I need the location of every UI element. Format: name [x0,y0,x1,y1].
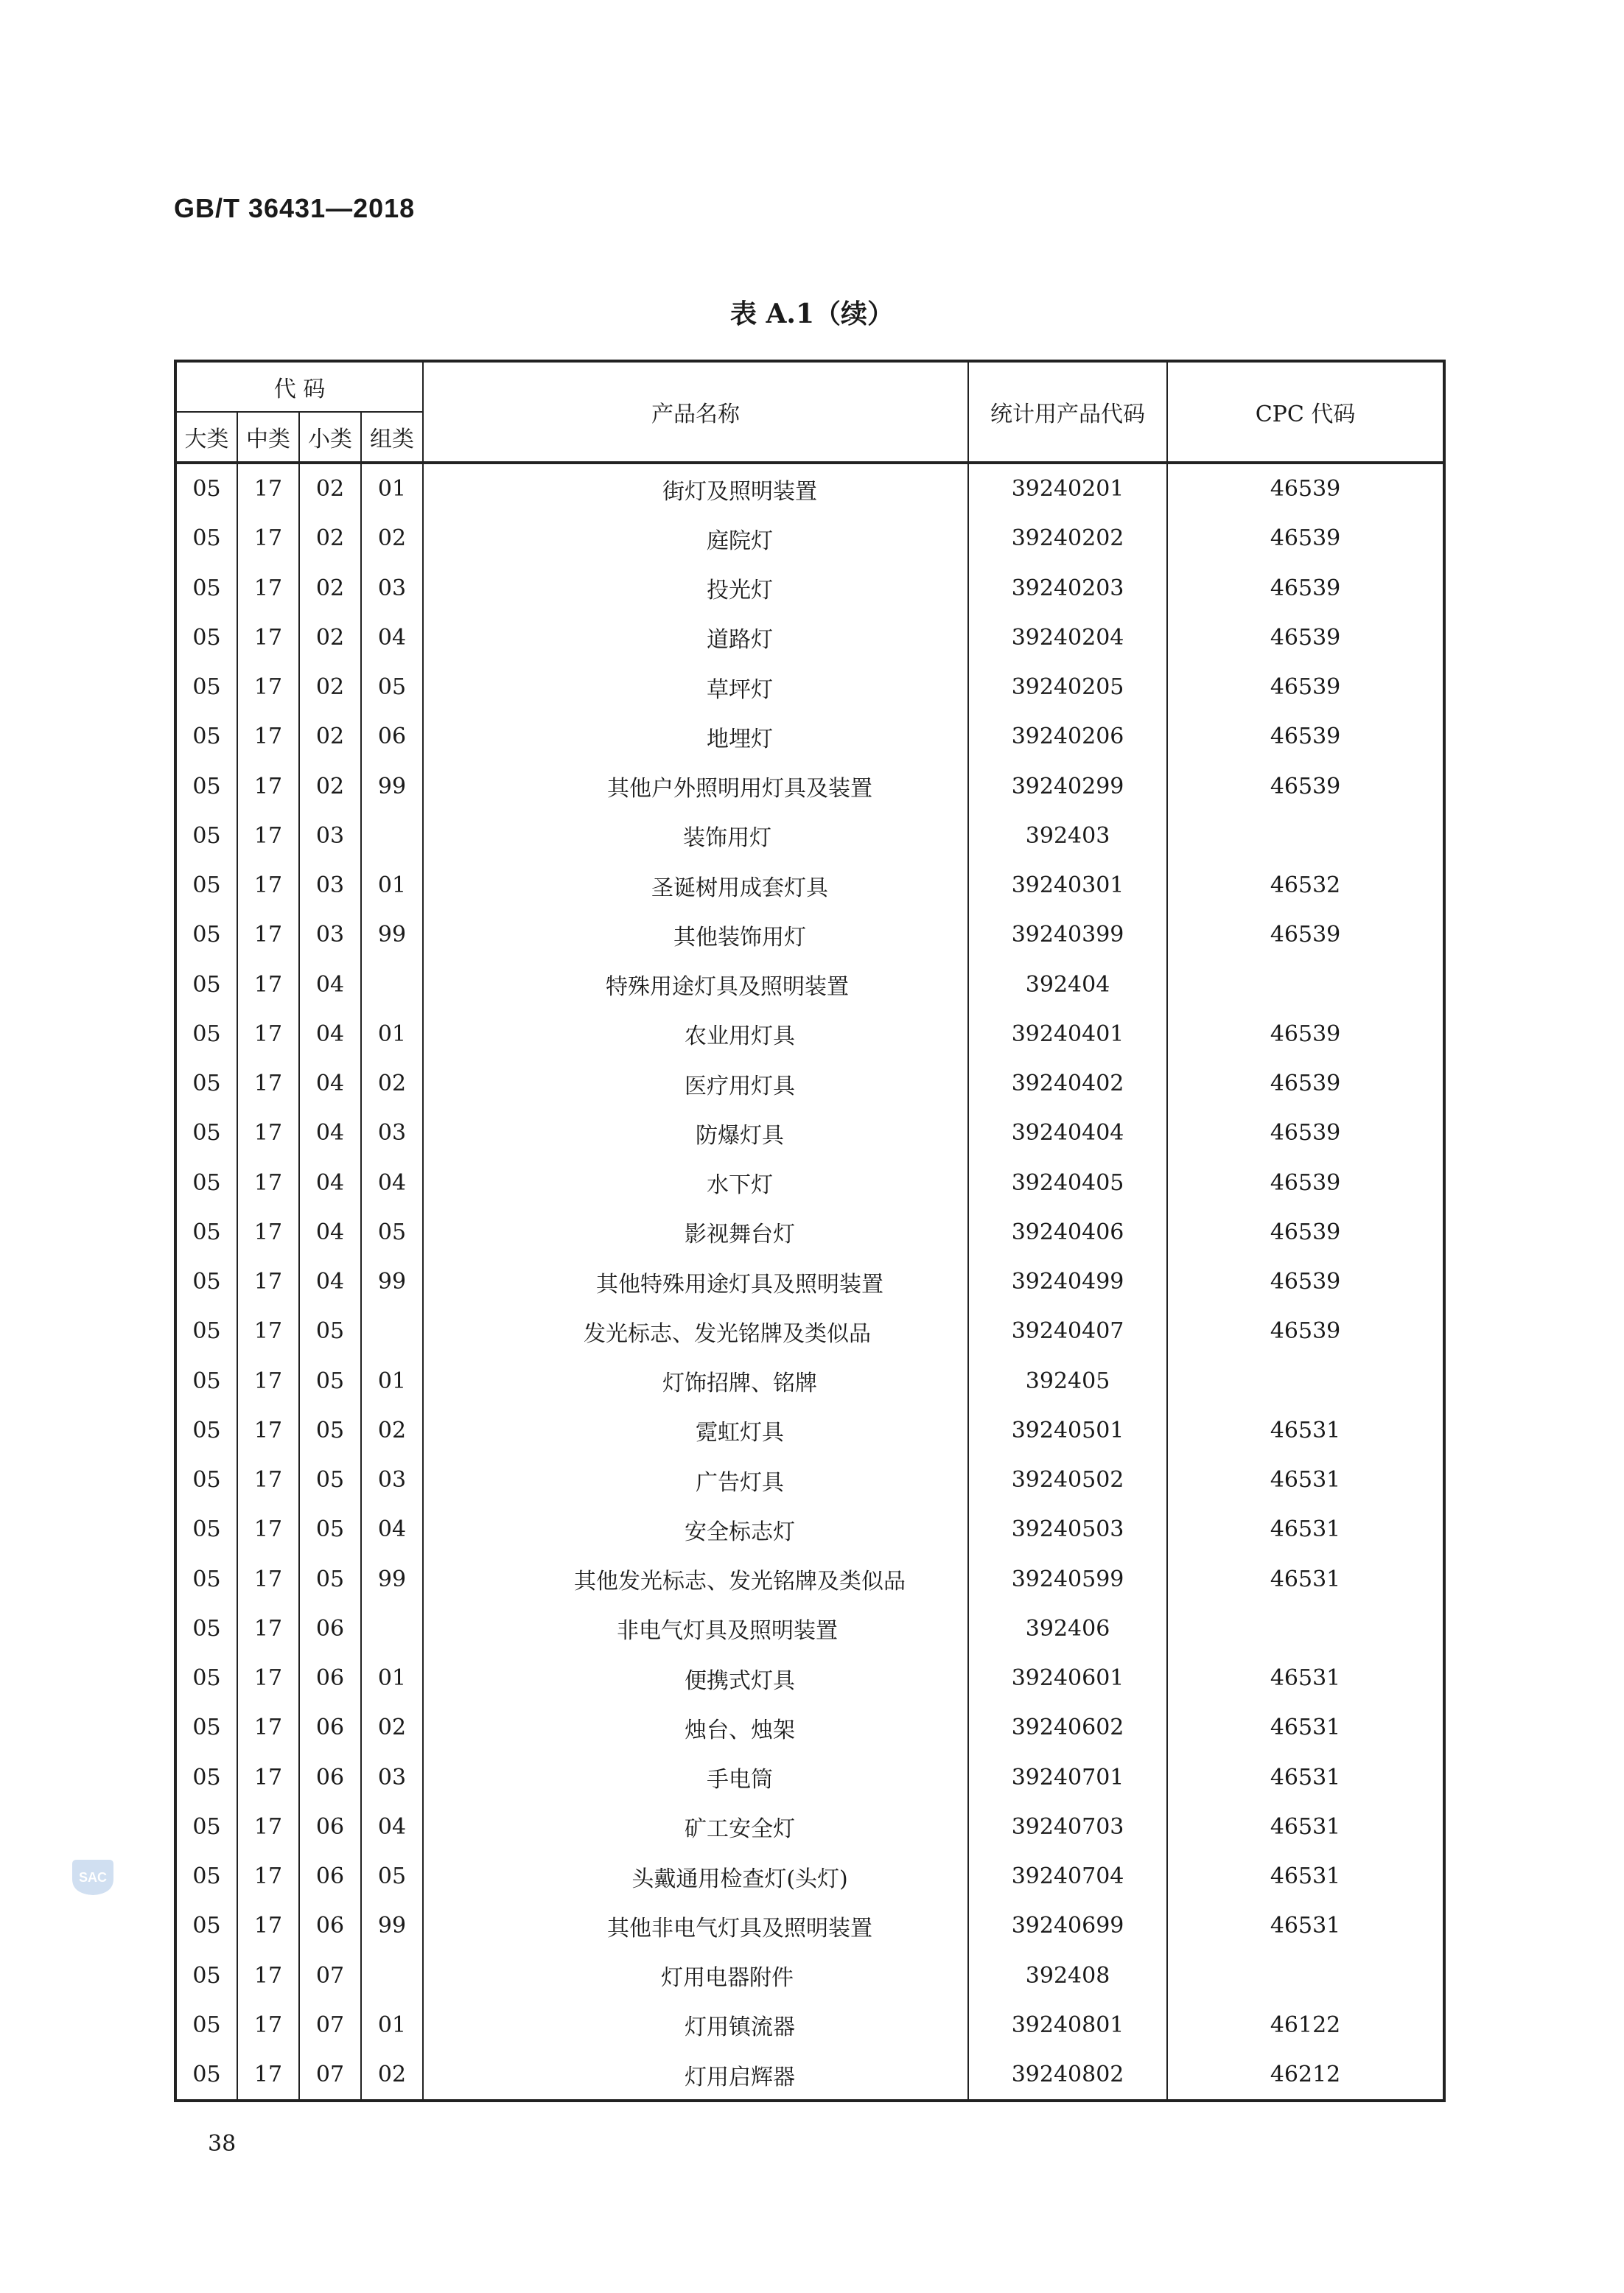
cell-product-name: 灯用电器附件 [423,1951,968,2000]
cell-zu: 01 [361,861,423,910]
cell-zu: 02 [361,1703,423,1752]
cell-cpc-code: 46212 [1167,2050,1444,2101]
cell-zu: 02 [361,514,423,563]
cell-zhong: 17 [237,1604,299,1653]
cell-product-name: 广告灯具 [423,1455,968,1505]
cell-zu: 02 [361,1059,423,1108]
cell-xiao: 04 [299,960,361,1009]
cell-da: 05 [175,1257,237,1306]
cell-cpc-code: 46539 [1167,1306,1444,1356]
table-row [175,1158,1444,1208]
cell-zhong: 17 [237,1951,299,2000]
cell-product-name: 庭院灯 [423,514,968,563]
cell-da: 05 [175,1208,237,1257]
cell-da: 05 [175,564,237,613]
cell-zhong: 17 [237,1059,299,1108]
cell-product-name: 圣诞树用成套灯具 [423,861,968,910]
cell-cpc-code: 46531 [1167,1455,1444,1505]
header-product-name: 产品名称 [423,361,968,463]
cell-xiao: 06 [299,1753,361,1802]
cell-cpc-code [1167,1604,1444,1653]
cell-cpc-code: 46531 [1167,1802,1444,1852]
table-title: 表 A.1（续） [729,298,895,329]
cell-zhong: 17 [237,1406,299,1455]
cell-cpc-code: 46122 [1167,2000,1444,2050]
cell-zhong: 17 [237,712,299,761]
cell-stat-code: 39240601 [968,1653,1167,1703]
cell-stat-code: 39240503 [968,1505,1167,1554]
cell-product-name: 道路灯 [423,613,968,662]
cell-cpc-code: 46531 [1167,1901,1444,1950]
cell-xiao: 04 [299,1158,361,1208]
cell-zhong: 17 [237,2000,299,2050]
cell-stat-code: 39240299 [968,762,1167,811]
cell-da: 05 [175,712,237,761]
cell-xiao: 04 [299,1009,361,1059]
cell-product-name: 地埋灯 [423,712,968,761]
cell-xiao: 06 [299,1852,361,1901]
cell-xiao: 06 [299,1802,361,1852]
table-row [175,1455,1444,1505]
cell-zu: 03 [361,1108,423,1158]
cell-cpc-code: 46531 [1167,1406,1444,1455]
cell-xiao: 02 [299,463,361,514]
cell-product-name: 手电筒 [423,1753,968,1802]
table-row [175,1406,1444,1455]
table-row [175,1555,1444,1604]
table-row [175,2050,1444,2101]
cell-stat-code: 39240399 [968,910,1167,959]
cell-product-name: 投光灯 [423,564,968,613]
table-row [175,1802,1444,1852]
cell-zhong: 17 [237,1208,299,1257]
cell-xiao: 04 [299,1108,361,1158]
cell-zu: 99 [361,910,423,959]
table-row [175,1505,1444,1554]
cell-product-name: 安全标志灯 [423,1505,968,1554]
cell-xiao: 07 [299,2050,361,2101]
table-row [175,1901,1444,1950]
cell-zu: 99 [361,1257,423,1306]
cell-da: 05 [175,1158,237,1208]
cell-stat-code: 39240406 [968,1208,1167,1257]
cell-xiao: 07 [299,2000,361,2050]
cell-zu: 05 [361,662,423,712]
cell-stat-code: 39240802 [968,2050,1167,2101]
cell-stat-code: 39240703 [968,1802,1167,1852]
table-row [175,1257,1444,1306]
cell-cpc-code [1167,1356,1444,1406]
cell-da: 05 [175,861,237,910]
cell-xiao: 02 [299,712,361,761]
cell-zhong: 17 [237,1852,299,1901]
cell-zhong: 17 [237,1306,299,1356]
cell-zhong: 17 [237,1108,299,1158]
cell-zhong: 17 [237,1009,299,1059]
cell-stat-code: 392408 [968,1951,1167,2000]
cell-xiao: 07 [299,1951,361,2000]
cell-da: 05 [175,1802,237,1852]
cell-stat-code: 39240204 [968,613,1167,662]
header-xiao: 小类 [299,412,361,463]
cell-zu: 99 [361,1555,423,1604]
cell-zu: 03 [361,1455,423,1505]
cell-stat-code: 392403 [968,811,1167,861]
cell-cpc-code: 46531 [1167,1852,1444,1901]
cell-zhong: 17 [237,613,299,662]
cell-cpc-code [1167,1951,1444,2000]
cell-cpc-code: 46531 [1167,1505,1444,1554]
cell-cpc-code: 46539 [1167,1059,1444,1108]
cell-zu: 01 [361,463,423,514]
cell-stat-code: 39240704 [968,1852,1167,1901]
cell-cpc-code: 46539 [1167,1009,1444,1059]
cell-stat-code: 39240203 [968,564,1167,613]
cell-cpc-code [1167,960,1444,1009]
cell-cpc-code: 46539 [1167,613,1444,662]
cell-xiao: 02 [299,662,361,712]
cell-zu [361,960,423,1009]
cell-stat-code: 39240407 [968,1306,1167,1356]
cell-zhong: 17 [237,1555,299,1604]
cell-zu: 05 [361,1208,423,1257]
cell-da: 05 [175,1703,237,1752]
table-row [175,514,1444,563]
cell-da: 05 [175,1505,237,1554]
cell-zu [361,1604,423,1653]
cell-stat-code: 39240499 [968,1257,1167,1306]
table-row [175,1703,1444,1752]
cell-xiao: 05 [299,1406,361,1455]
cell-zu: 04 [361,1505,423,1554]
table-row [175,1108,1444,1158]
cell-zhong: 17 [237,514,299,563]
cell-da: 05 [175,960,237,1009]
cell-zu: 04 [361,1158,423,1208]
cell-cpc-code: 46539 [1167,463,1444,514]
cell-xiao: 06 [299,1653,361,1703]
cell-zhong: 17 [237,1356,299,1406]
cell-product-name: 灯用启辉器 [423,2050,968,2101]
table-row [175,564,1444,613]
cell-zu: 02 [361,1406,423,1455]
cell-product-name: 霓虹灯具 [423,1406,968,1455]
cell-da: 05 [175,1604,237,1653]
table-row [175,1306,1444,1356]
table-row [175,1852,1444,1901]
cell-product-name: 非电气灯具及照明装置 [423,1604,968,1653]
cell-cpc-code: 46539 [1167,910,1444,959]
cell-zhong: 17 [237,1703,299,1752]
cell-xiao: 05 [299,1505,361,1554]
cell-zhong: 17 [237,1505,299,1554]
cell-da: 05 [175,910,237,959]
cell-stat-code: 39240501 [968,1406,1167,1455]
cell-zhong: 17 [237,910,299,959]
cell-cpc-code: 46539 [1167,1108,1444,1158]
cell-product-name: 水下灯 [423,1158,968,1208]
cell-da: 05 [175,1901,237,1950]
cell-stat-code: 39240701 [968,1753,1167,1802]
standard-code: GB/T 36431—2018 [174,193,416,223]
cell-zu: 02 [361,2050,423,2101]
cell-xiao: 03 [299,861,361,910]
cell-stat-code: 392404 [968,960,1167,1009]
cell-xiao: 03 [299,811,361,861]
cell-zu [361,1306,423,1356]
cell-da: 05 [175,1306,237,1356]
cell-zhong: 17 [237,1158,299,1208]
cell-zhong: 17 [237,1455,299,1505]
cell-zu: 01 [361,1653,423,1703]
cell-stat-code: 39240801 [968,2000,1167,2050]
cell-da: 05 [175,1852,237,1901]
cell-zu: 01 [361,2000,423,2050]
cell-da: 05 [175,514,237,563]
cell-product-name: 便携式灯具 [423,1653,968,1703]
cell-cpc-code: 46539 [1167,712,1444,761]
cell-da: 05 [175,463,237,514]
cell-da: 05 [175,1753,237,1802]
cell-zu: 01 [361,1009,423,1059]
cell-da: 05 [175,811,237,861]
cell-zu [361,811,423,861]
cell-zhong: 17 [237,861,299,910]
cell-zhong: 17 [237,1257,299,1306]
cell-product-name: 其他特殊用途灯具及照明装置 [423,1257,968,1306]
cell-da: 05 [175,1108,237,1158]
cell-zhong: 17 [237,811,299,861]
cell-da: 05 [175,1951,237,2000]
cell-zhong: 17 [237,1802,299,1852]
cell-product-name: 灯用镇流器 [423,2000,968,2050]
cell-zhong: 17 [237,463,299,514]
cell-zu: 03 [361,564,423,613]
cell-da: 05 [175,2050,237,2101]
header-stat-code: 统计用产品代码 [968,361,1167,463]
cell-product-name: 其他非电气灯具及照明装置 [423,1901,968,1950]
cell-stat-code: 39240402 [968,1059,1167,1108]
table-row [175,910,1444,959]
cell-xiao: 02 [299,564,361,613]
table-row [175,960,1444,1009]
cell-stat-code: 39240699 [968,1901,1167,1950]
cell-cpc-code [1167,811,1444,861]
table-row [175,712,1444,761]
cell-da: 05 [175,1059,237,1108]
cell-zu: 99 [361,1901,423,1950]
cell-stat-code: 39240206 [968,712,1167,761]
cell-stat-code: 39240502 [968,1455,1167,1505]
cell-xiao: 05 [299,1555,361,1604]
cell-zu: 04 [361,613,423,662]
cell-zhong: 17 [237,564,299,613]
cell-da: 05 [175,662,237,712]
table-row [175,613,1444,662]
cell-zu [361,1951,423,2000]
cell-cpc-code: 46539 [1167,1257,1444,1306]
cell-xiao: 05 [299,1356,361,1406]
cell-stat-code: 392405 [968,1356,1167,1406]
cell-product-name: 烛台、烛架 [423,1703,968,1752]
table-row [175,811,1444,861]
cell-da: 05 [175,1653,237,1703]
cell-zhong: 17 [237,2050,299,2101]
table-row [175,1009,1444,1059]
table-body [175,463,1444,2101]
cell-product-name: 农业用灯具 [423,1009,968,1059]
cell-zu: 05 [361,1852,423,1901]
cell-product-name: 其他户外照明用灯具及装置 [423,762,968,811]
cell-xiao: 06 [299,1703,361,1752]
cell-da: 05 [175,1455,237,1505]
cell-stat-code: 39240201 [968,463,1167,514]
table-row [175,662,1444,712]
cell-xiao: 02 [299,613,361,662]
header-zhong: 中类 [237,412,299,463]
cell-product-name: 矿工安全灯 [423,1802,968,1852]
cell-stat-code: 39240602 [968,1703,1167,1752]
cell-zhong: 17 [237,1753,299,1802]
cell-product-name: 影视舞台灯 [423,1208,968,1257]
cell-da: 05 [175,2000,237,2050]
cell-zhong: 17 [237,662,299,712]
cell-xiao: 04 [299,1257,361,1306]
table-row [175,1753,1444,1802]
cell-product-name: 其他装饰用灯 [423,910,968,959]
table-row [175,1356,1444,1406]
cell-xiao: 02 [299,762,361,811]
header-code-group: 代 码 [175,361,423,412]
cell-xiao: 05 [299,1306,361,1356]
cell-product-name: 防爆灯具 [423,1108,968,1158]
cell-da: 05 [175,1009,237,1059]
page-number: 38 [208,2131,237,2157]
header-zu: 组类 [361,412,423,463]
cell-product-name: 其他发光标志、发光铭牌及类似品 [423,1555,968,1604]
cell-zu: 03 [361,1753,423,1802]
cell-product-name: 装饰用灯 [423,811,968,861]
cell-zhong: 17 [237,1901,299,1950]
cell-xiao: 06 [299,1901,361,1950]
table-row [175,1951,1444,2000]
cell-zhong: 17 [237,960,299,1009]
table-row [175,1208,1444,1257]
table-row [175,463,1444,514]
table-row [175,1604,1444,1653]
cell-cpc-code: 46531 [1167,1555,1444,1604]
cell-product-name: 特殊用途灯具及照明装置 [423,960,968,1009]
cell-stat-code: 39240599 [968,1555,1167,1604]
cell-stat-code: 39240301 [968,861,1167,910]
cell-stat-code: 39240405 [968,1158,1167,1208]
table-row [175,1653,1444,1703]
cell-cpc-code: 46531 [1167,1703,1444,1752]
cell-cpc-code: 46531 [1167,1753,1444,1802]
table-row [175,861,1444,910]
cell-xiao: 05 [299,1455,361,1505]
cell-cpc-code: 46539 [1167,514,1444,563]
cell-product-name: 草坪灯 [423,662,968,712]
table-row [175,762,1444,811]
cell-product-name: 街灯及照明装置 [423,463,968,514]
cell-product-name: 灯饰招牌、铭牌 [423,1356,968,1406]
cell-xiao: 04 [299,1208,361,1257]
cell-stat-code: 39240404 [968,1108,1167,1158]
cell-stat-code: 39240401 [968,1009,1167,1059]
cell-cpc-code: 46531 [1167,1653,1444,1703]
cell-zu: 06 [361,712,423,761]
watermark-text: SAC [78,1870,108,1885]
cell-cpc-code: 46539 [1167,1208,1444,1257]
cell-cpc-code: 46539 [1167,564,1444,613]
cell-cpc-code: 46539 [1167,662,1444,712]
cell-xiao: 02 [299,514,361,563]
cell-zu: 04 [361,1802,423,1852]
cell-xiao: 04 [299,1059,361,1108]
cell-zu: 99 [361,762,423,811]
header-da: 大类 [175,412,237,463]
sac-logo-icon [71,1857,115,1897]
cell-da: 05 [175,1406,237,1455]
cell-da: 05 [175,1356,237,1406]
cell-xiao: 06 [299,1604,361,1653]
cell-cpc-code: 46539 [1167,762,1444,811]
cell-stat-code: 39240205 [968,662,1167,712]
cell-stat-code: 392406 [968,1604,1167,1653]
cell-stat-code: 39240202 [968,514,1167,563]
cell-da: 05 [175,613,237,662]
cell-da: 05 [175,1555,237,1604]
cell-product-name: 发光标志、发光铭牌及类似品 [423,1306,968,1356]
table-row [175,2000,1444,2050]
cell-cpc-code: 46539 [1167,1158,1444,1208]
cell-product-name: 医疗用灯具 [423,1059,968,1108]
cell-zu: 01 [361,1356,423,1406]
table-row [175,1059,1444,1108]
cell-da: 05 [175,762,237,811]
cell-xiao: 03 [299,910,361,959]
cell-product-name: 头戴通用检查灯(头灯) [423,1852,968,1901]
product-code-table [174,360,1446,2102]
cell-zhong: 17 [237,1653,299,1703]
header-cpc-code: CPC 代码 [1167,361,1444,463]
cell-zhong: 17 [237,762,299,811]
cell-cpc-code: 46532 [1167,861,1444,910]
